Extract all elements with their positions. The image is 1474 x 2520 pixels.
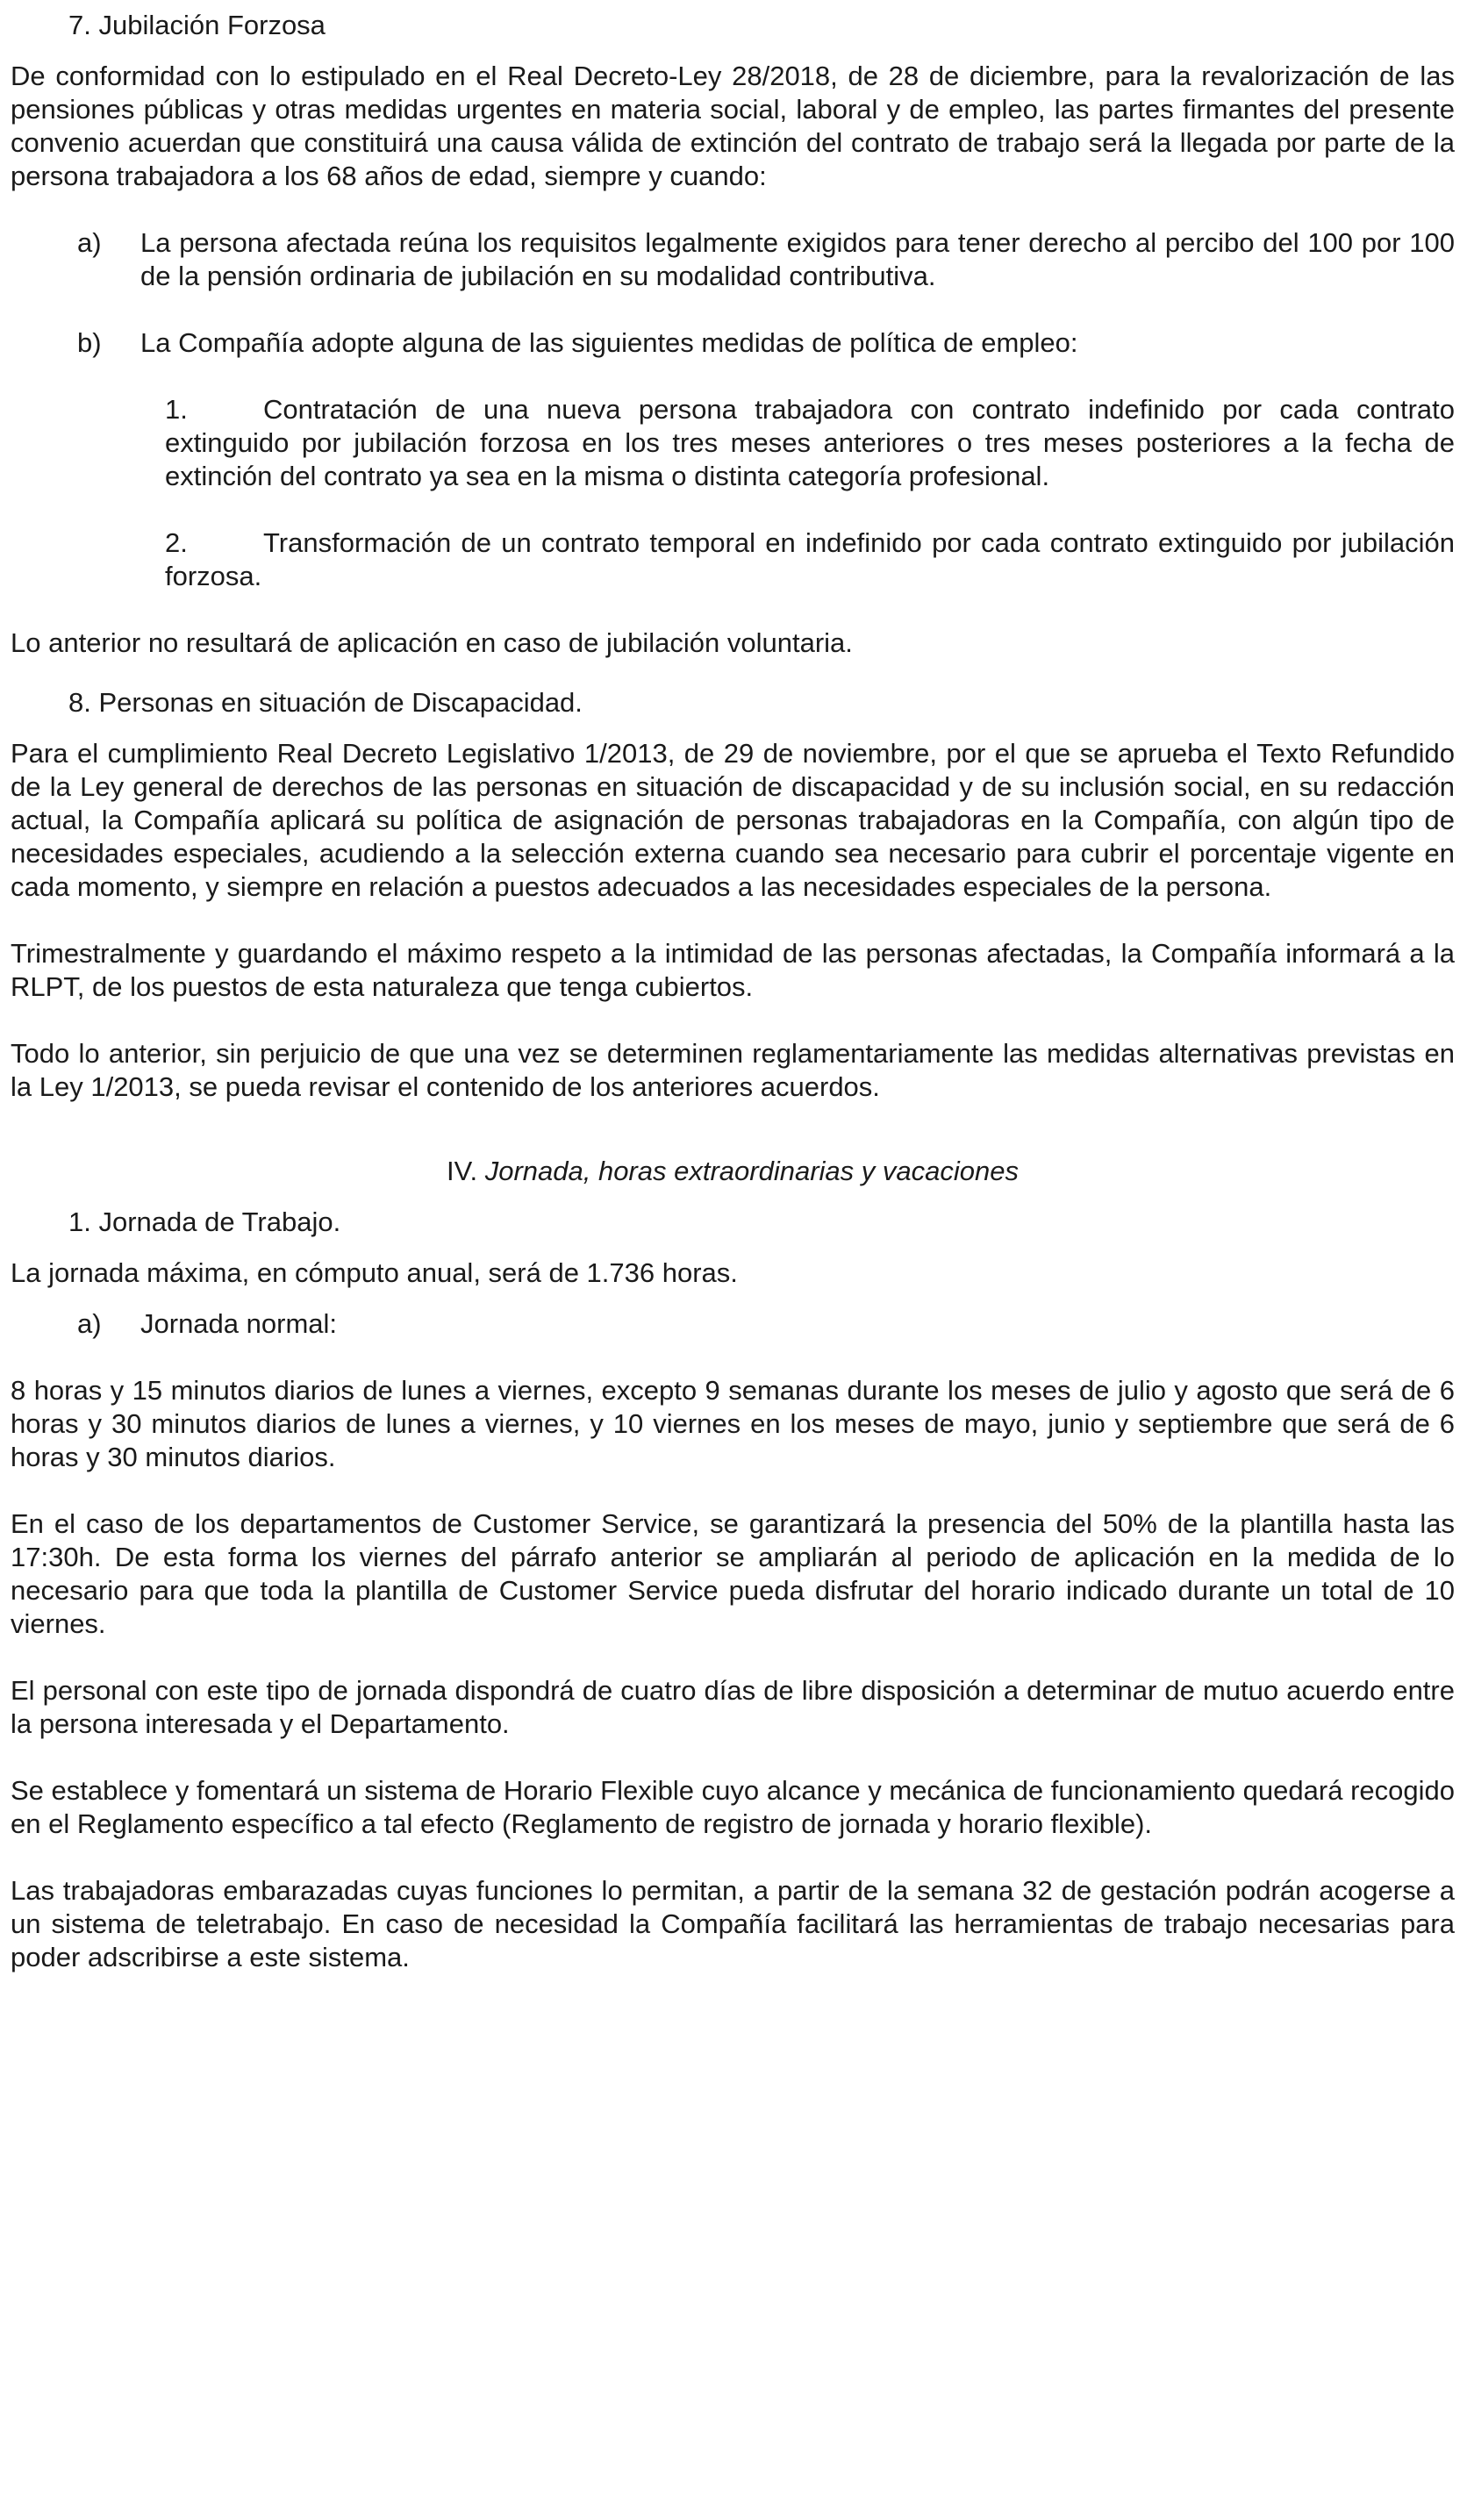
list-item-a — [11, 226, 1455, 293]
paragraph-jornada-5: Las trabajadoras embarazadas cuyas funciones lo permitan, a partir de la semana 32 de gestación podrán acogerse a un sistema de teletrabajo. En caso de necesidad la Compañía facilitará las herramientas de trabajo necesarias para poder adscribirse a este sistema. — [11, 1875, 1455, 1972]
list-item-a-text: La persona afectada reúna los requisitos legalmente exigidos para tener derecho al percibo del 100 por 100 de la pensión ordinaria de jubilación en su modalidad contributiva. — [140, 227, 1455, 291]
section-heading-jubilacion: 7. Jubilación Forzosa — [68, 10, 326, 40]
sub-item-2 — [11, 526, 1455, 593]
list-marker-a: a) — [77, 227, 102, 258]
paragraph-jornada-4: Se establece y fomentará un sistema de Horario Flexible cuyo alcance y mecánica de funcionamiento quedará recogido en el Reglamento específico a tal efecto (Reglamento de registro de jornada y horario flexible). — [11, 1775, 1455, 1839]
paragraph-jornada-maxima: La jornada máxima, en cómputo anual, será de 1.736 horas. — [11, 1257, 738, 1288]
list-item-b-text: La Compañía adopte alguna de las siguientes medidas de política de empleo: — [140, 327, 1078, 358]
sub-item-1-number: 1. — [165, 394, 188, 425]
section-heading-discapacidad: 8. Personas en situación de Discapacidad. — [68, 687, 583, 718]
paragraph-jornada-1: 8 horas y 15 minutos diarios de lunes a viernes, excepto 9 semanas durante los meses de julio y agosto que será de 6 horas y 30 minutos diarios de lunes a viernes, y 10 viernes en los meses de mayo, junio y septiembre que será de 6 horas y 30 minutos diarios. — [11, 1375, 1455, 1472]
paragraph-discapacidad-1: Para el cumplimiento Real Decreto Legislativo 1/2013, de 29 de noviembre, por el que se aprueba el Texto Refundido de la Ley general de derechos de las personas en situación de discapacidad y de su inclusión social, en su redacción actual, la Compañía aplicará su política de asignación de personas trabajadoras en la Compañía, con algún tipo de necesidades especiales, acudiendo a la selección externa cuando sea necesario para cubrir el porcentaje vigente en cada momento, y siempre en relación a puestos adecuados a las necesidades especiales de la persona. — [11, 738, 1455, 902]
chapter-title — [11, 1155, 1455, 1188]
paragraph-jubilacion-intro: De conformidad con lo estipulado en el Real Decreto-Ley 28/2018, de 28 de diciembre, para la revalorización de las pensiones públicas y otras medidas urgentes en materia social, laboral y de empleo, las partes firmantes del presente convenio acuerdan que constituirá una causa válida de extinción del contrato de trabajo será la llegada por parte de la persona trabajadora a los 68 años de edad, siempre y cuando: — [11, 61, 1455, 191]
sub-item-2-text: Transformación de un contrato temporal en indefinido por cada contrato extinguido por jubilación forzosa. — [165, 527, 1455, 591]
jornada-normal-marker: a) — [77, 1308, 102, 1339]
jornada-normal-text: Jornada normal: — [140, 1308, 338, 1339]
paragraph-discapacidad-3: Todo lo anterior, sin perjuicio de que una vez se determinen reglamentariamente las medidas alternativas previstas en la Ley 1/2013, se pueda revisar el contenido de los anteriores acuerdos. — [11, 1038, 1455, 1102]
list-item-b — [11, 326, 1455, 360]
list-marker-b: b) — [77, 327, 102, 358]
paragraph-jubilacion-closing: Lo anterior no resultará de aplicación en caso de jubilación voluntaria. — [11, 627, 853, 658]
chapter-title-text: Jornada, horas extraordinarias y vacaciones — [484, 1156, 1019, 1186]
sub-item-1 — [11, 393, 1455, 493]
chapter-numeral: IV. — [447, 1156, 478, 1186]
jornada-normal-label — [11, 1307, 1455, 1341]
paragraph-discapacidad-2: Trimestralmente y guardando el máximo respeto a la intimidad de las personas afectadas, la Compañía informará a la RLPT, de los puestos de esta naturaleza que tenga cubiertos. — [11, 938, 1455, 1002]
sub-item-1-text: Contratación de una nueva persona trabajadora con contrato indefinido por cada contrato extinguido por jubilación forzosa en los tres meses anteriores o tres meses posteriores a la fecha de extinción del contrato ya sea en la misma o distinta categoría profesional. — [165, 394, 1455, 491]
document-page — [11, 9, 1455, 2008]
paragraph-jornada-2: En el caso de los departamentos de Customer Service, se garantizará la presencia del 50% de la plantilla hasta las 17:30h. De esta forma los viernes del párrafo anterior se ampliarán al periodo de aplicación en la medida de lo necesario para que toda la plantilla de Customer Service pueda disfrutar del horario indicado durante un total de 10 viernes. — [11, 1508, 1455, 1639]
paragraph-jornada-3: El personal con este tipo de jornada dispondrá de cuatro días de libre disposición a determinar de mutuo acuerdo entre la persona interesada y el Departamento. — [11, 1675, 1455, 1739]
sub-item-2-number: 2. — [165, 527, 188, 558]
section-heading-jornada: 1. Jornada de Trabajo. — [68, 1206, 341, 1237]
